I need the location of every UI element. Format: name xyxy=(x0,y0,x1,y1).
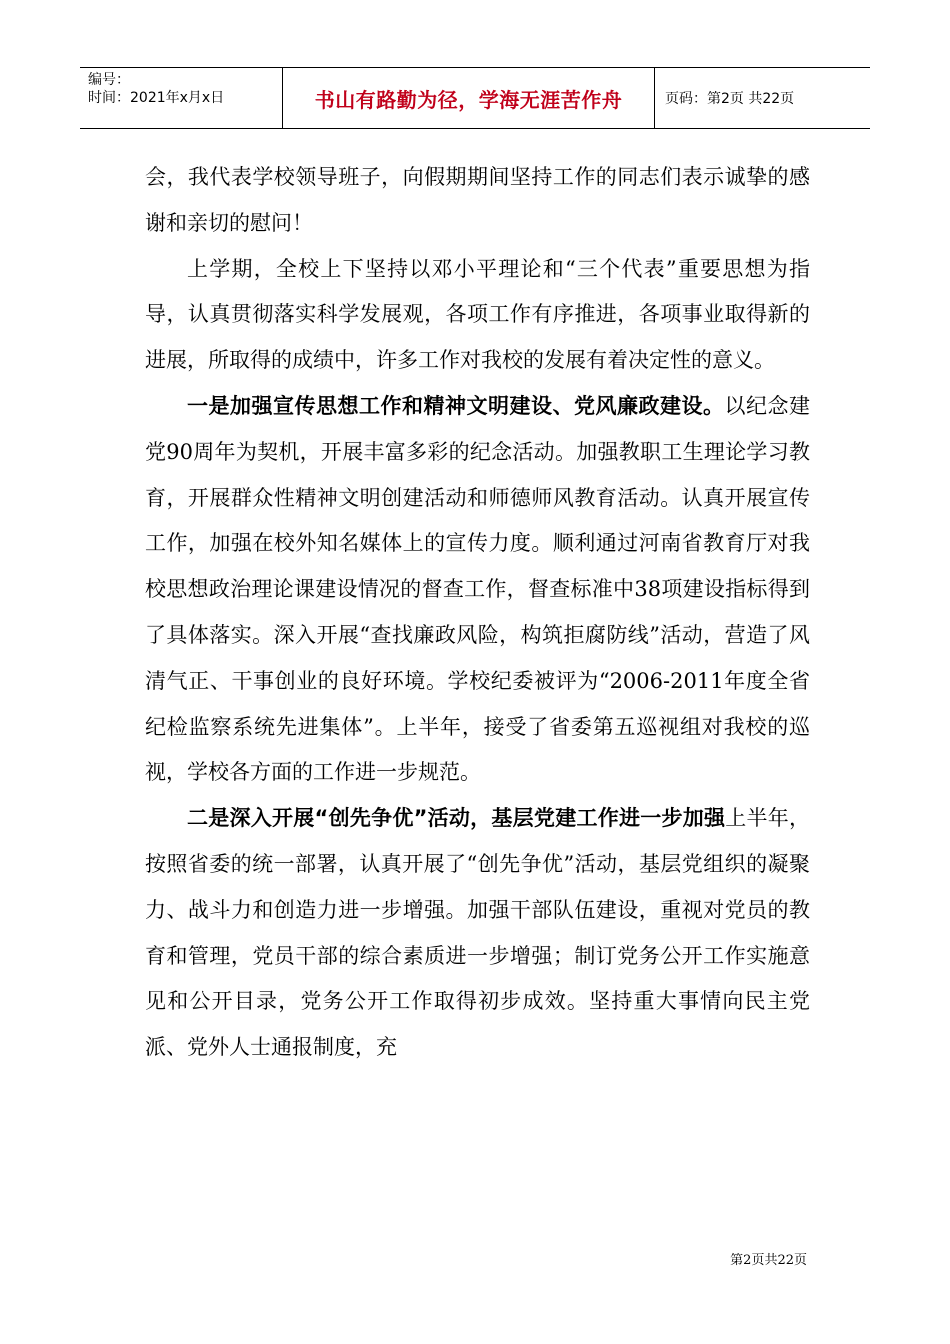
paragraph-heading: 二是深入开展“创先争优”活动，基层党建工作进一步加强 xyxy=(187,806,726,831)
header-page-cell xyxy=(655,68,870,128)
paragraph: 上学期，全校上下坚持以邓小平理论和“三个代表”重要思想为指导，认真贯彻落实科学发展观，各项工作有序推进，各项事业取得新的进展，所取得的成绩中，许多工作对我校的发展有着决定性的意义。 xyxy=(145,256,810,373)
paragraph: 会，我代表学校领导班子，向假期期间坚持工作的同志们表示诚挚的感谢和亲切的慰问！ xyxy=(145,165,810,235)
motto: 书山有路勤为径，学海无涯苦作舟 xyxy=(314,87,623,112)
page-header xyxy=(80,67,870,129)
page-label: 页码：第2页 共22页 xyxy=(665,91,795,107)
paragraph: 二是深入开展“创先争优”活动，基层党建工作进一步加强上半年，按照省委的统一部署，认真开展了“创先争优”活动，基层党组织的凝聚力、战斗力和创造力进一步增强。加强干部队伍建设，重视对党员的教育和管理，党员干部的综合素质进一步增强；制订党务公开工作实施意见和公开目录，党务公开工作取得初步成效。坚持重大事情向民主党派、党外人士通报制度，充 xyxy=(145,806,810,1060)
header-motto-cell xyxy=(282,68,655,128)
page-footer: 第2页共22页 xyxy=(730,1253,807,1268)
document-body xyxy=(145,155,810,1071)
number-label: 编号： xyxy=(88,72,130,88)
paragraph: 一是加强宣传思想工作和精神文明建设、党风廉政建设。以纪念建党90周年为契机，开展丰富多彩的纪念活动。加强教职工生理论学习教育，开展群众性精神文明创建活动和师德师风教育活动。认真开展宣传工作，加强在校外知名媒体上的宣传力度。顺利通过河南省教育厅对我校思想政治理论课建设情况的督查工作，督查标准中38项建设指标得到了具体落实。深入开展“查找廉政风险，构筑拒腐防线”活动，营造了风清气正、干事创业的良好环境。学校纪委被评为“2006-2011年度全省纪检监察系统先进集体”。上半年，接受了省委第五巡视组对我校的巡视，学校各方面的工作进一步规范。 xyxy=(145,393,810,785)
header-meta xyxy=(80,68,282,128)
paragraph-heading: 一是加强宣传思想工作和精神文明建设、党风廉政建设。 xyxy=(187,393,725,418)
date-label: 时间：2021年x月x日 xyxy=(88,90,225,106)
